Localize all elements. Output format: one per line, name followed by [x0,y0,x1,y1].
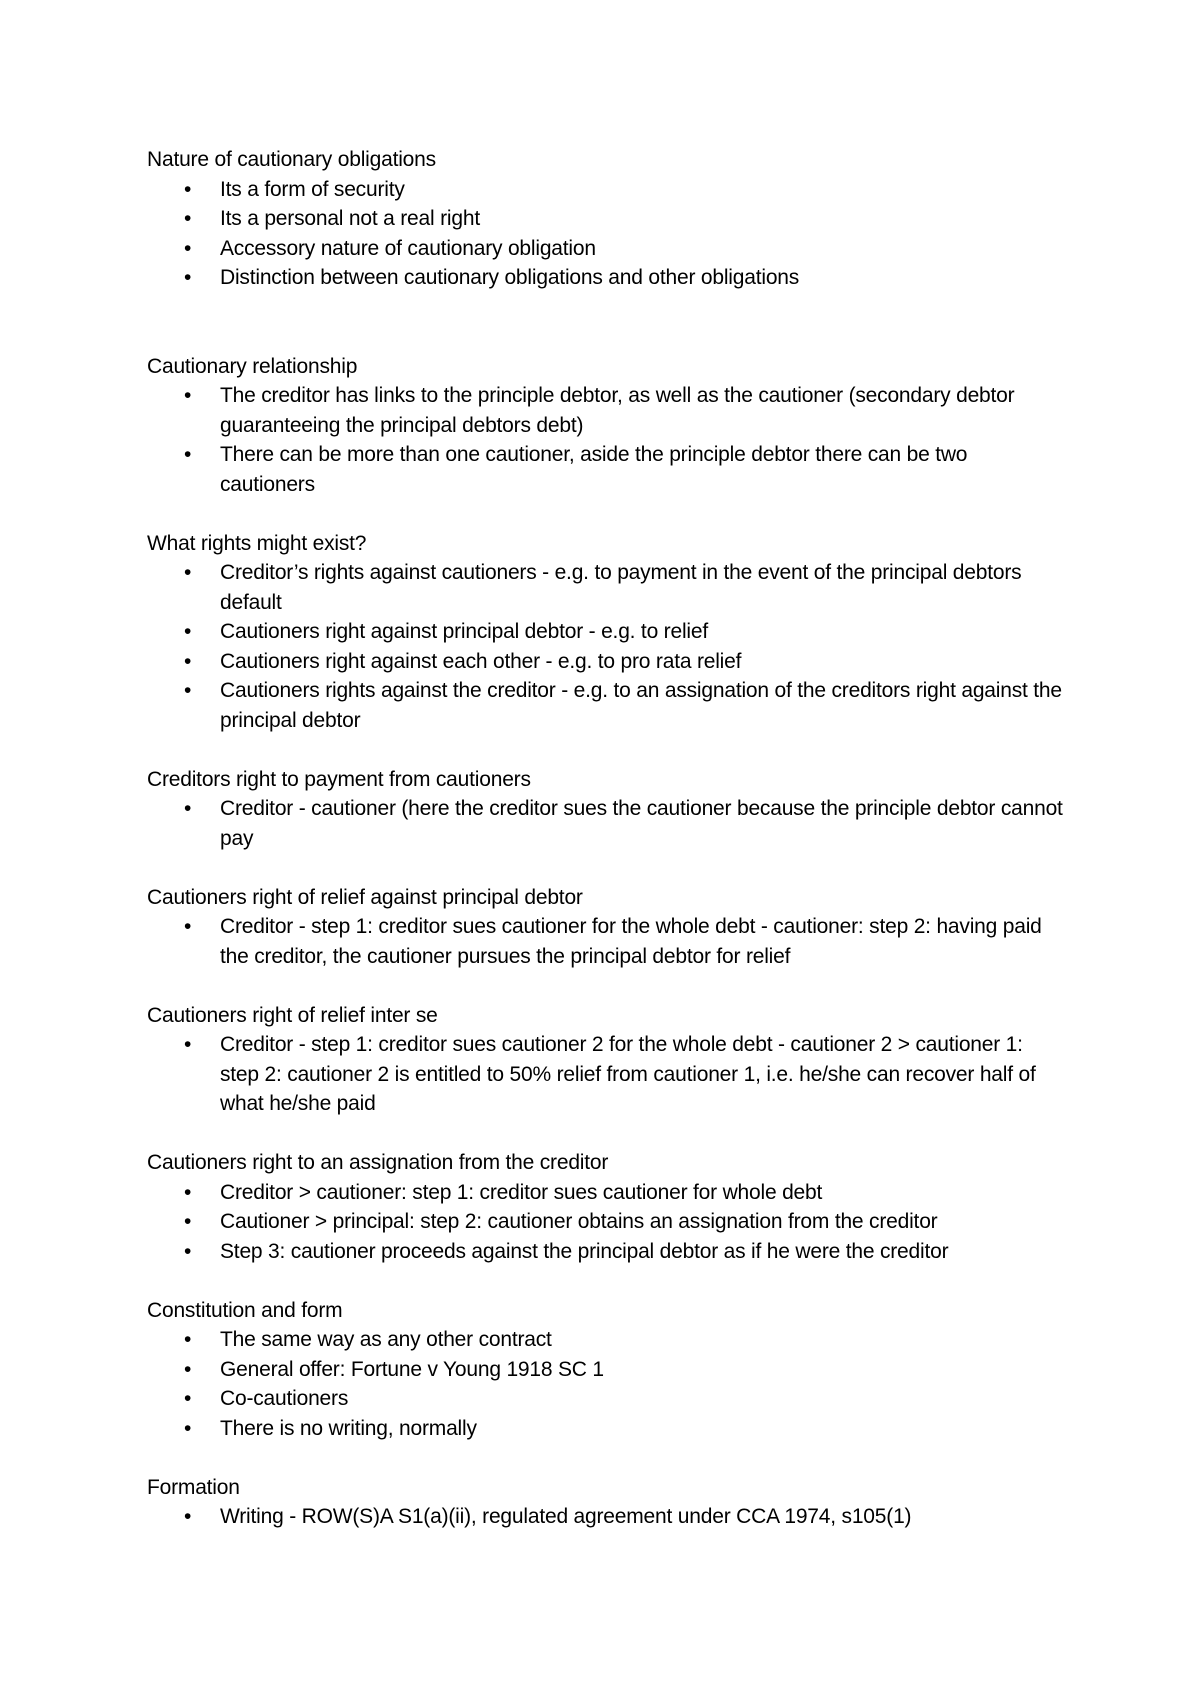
list-item [147,1030,1067,1119]
bullet-icon: • [184,1387,192,1410]
list-item-text: Creditor - step 1: creditor sues cautioner 2 for the whole debt - cautioner 2 > cautioner 1: step 2: cautioner 2 is entitled to 50% relief from cautioner 1, i.e. he/she can recover half of what he/she paid [220,1033,1036,1115]
bullet-icon: • [184,1505,192,1528]
bullet-icon: • [184,1357,192,1381]
list-item [147,647,1067,677]
section-relief-against-principal-debtor [147,883,1067,972]
list-item [147,794,1067,853]
section-heading: Formation [147,1475,240,1499]
section-heading: Cautioners right of relief inter se [147,1003,438,1027]
list-item-text: Its a form of security [220,177,405,201]
list-item [147,1207,1067,1237]
bullet-list [147,912,1067,971]
list-item-text: The creditor has links to the principle debtor, as well as the cautioner (secondary debtor guaranteeing the principal debtors debt) [220,384,1015,437]
list-item-text: Accessory nature of cautionary obligation [220,236,596,260]
bullet-icon: • [184,266,192,289]
section-assignation-from-creditor [147,1148,1067,1266]
list-item [147,1325,1067,1355]
bullet-icon: • [184,1210,192,1233]
list-item-text: Creditor - cautioner (here the creditor sues the cautioner because the principle debtor cannot pay [220,797,1063,850]
section-constitution-and-form [147,1296,1067,1444]
section-heading: Creditors right to payment from cautioners [147,767,531,791]
list-item [147,263,1067,293]
bullet-icon: • [184,1416,192,1440]
section-formation [147,1473,1067,1532]
list-item-text: Its a personal not a real right [220,207,480,230]
list-item-text: Distinction between cautionary obligations and other obligations [220,266,800,289]
list-item [147,912,1067,971]
list-item-text: There can be more than one cautioner, aside the principle debtor there can be two cautioners [220,443,968,496]
bullet-list [147,1030,1067,1119]
list-item-text: Writing - ROW(S)A S1(a)(ii), regulated agreement under CCA 1974, s105(1) [220,1505,912,1528]
bullet-icon: • [184,1033,192,1056]
section-nature-of-cautionary-obligations [147,145,1067,293]
bullet-list [147,175,1067,293]
section-heading: Cautioners right to an assignation from the creditor [147,1151,609,1174]
section-relief-inter-se [147,1001,1067,1119]
list-item-text: Creditor - step 1: creditor sues cautioner for the whole debt - cautioner: step 2: having paid the creditor, the cautioner pursues the principal debtor for relief [220,915,1042,968]
section-creditors-right-to-payment [147,765,1067,854]
list-item-text: Cautioners rights against the creditor - e.g. to an assignation of the creditors right against the principal debtor [220,679,1062,732]
list-item [147,676,1067,735]
bullet-icon: • [184,797,192,820]
list-item [147,204,1067,234]
section-heading: Cautioners right of relief against principal debtor [147,885,583,909]
list-item-text: Cautioner > principal: step 2: cautioner obtains an assignation from the creditor [220,1210,938,1233]
bullet-icon: • [184,620,192,643]
document-body [147,145,1067,1532]
list-item-text: There is no writing, normally [220,1416,477,1440]
bullet-icon: • [184,915,192,938]
bullet-list [147,794,1067,853]
list-item-text: Cautioners right against each other - e.g. to pro rata relief [220,649,742,673]
list-item-text: Cautioners right against principal debtor - e.g. to relief [220,620,709,643]
bullet-icon: • [184,679,192,702]
section-heading: Constitution and form [147,1298,343,1322]
bullet-icon: • [184,236,192,260]
list-item [147,1384,1067,1414]
list-item-text: Creditor > cautioner: step 1: creditor sues cautioner for whole debt [220,1180,823,1204]
bullet-list [147,1178,1067,1267]
bullet-icon: • [184,207,192,230]
bullet-icon: • [184,1180,192,1204]
list-item-text: The same way as any other contract [220,1328,552,1351]
list-item [147,1414,1067,1444]
list-item [147,617,1067,647]
bullet-icon: • [184,1239,192,1263]
list-item [147,234,1067,264]
section-heading: Nature of cautionary obligations [147,148,436,171]
bullet-icon: • [184,1328,192,1351]
list-item-text: Step 3: cautioner proceeds against the principal debtor as if he were the creditor [220,1239,949,1263]
list-item [147,558,1067,617]
bullet-icon: • [184,384,192,407]
list-item-text: Creditor’s rights against cautioners - e.g. to payment in the event of the principal debtors default [220,561,1022,614]
list-item-text: General offer: Fortune v Young 1918 SC 1 [220,1357,604,1381]
bullet-list [147,558,1067,735]
list-item [147,1502,1067,1532]
list-item [147,440,1067,499]
list-item [147,381,1067,440]
list-item-text: Co-cautioners [220,1387,349,1410]
section-heading: Cautionary relationship [147,354,358,378]
bullet-list [147,381,1067,499]
section-heading: What rights might exist? [147,531,367,555]
bullet-icon: • [184,177,192,201]
bullet-icon: • [184,561,192,584]
bullet-icon: • [184,649,192,673]
bullet-list [147,1325,1067,1443]
list-item [147,175,1067,205]
list-item [147,1178,1067,1208]
bullet-icon: • [184,443,192,466]
list-item [147,1237,1067,1267]
section-what-rights-might-exist [147,529,1067,736]
section-cautionary-relationship [147,352,1067,500]
bullet-list [147,1502,1067,1532]
list-item [147,1355,1067,1385]
